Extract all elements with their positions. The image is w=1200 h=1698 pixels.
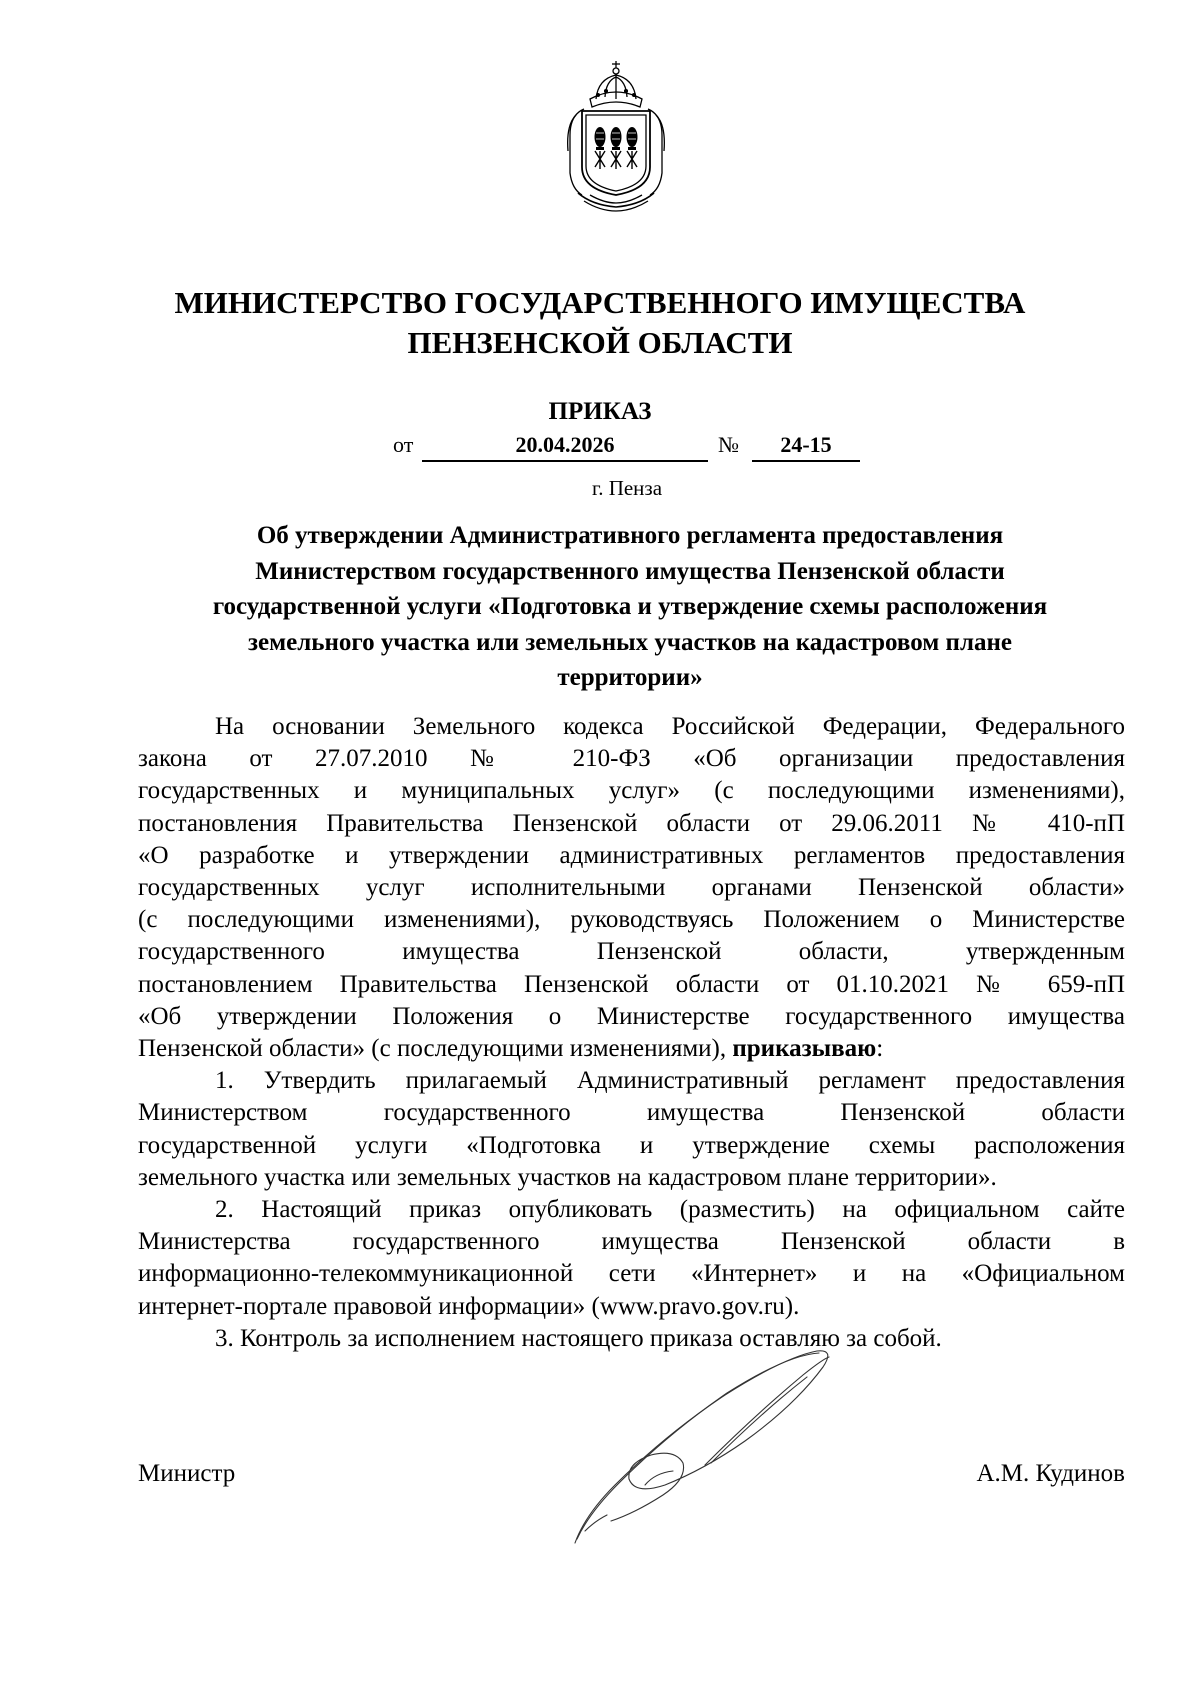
order-word: приказываю xyxy=(732,1035,877,1063)
order-colon: : xyxy=(876,1035,884,1063)
preamble-line: (с последующими изменениями), руководствуясь Положением о Министерстве xyxy=(138,906,1125,934)
signer-title: Министр xyxy=(138,1460,236,1487)
preamble-line: государственных услуг исполнительными органами Пензенской области» xyxy=(138,874,1125,902)
item1-line: 1. Утвердить прилагаемый Административный регламент предоставления xyxy=(215,1067,1125,1095)
preamble-last-line xyxy=(138,1033,1125,1065)
handwritten-signature-icon xyxy=(555,1345,855,1555)
preamble-line: «Об утверждении Положения о Министерстве государственного имущества xyxy=(138,1002,1125,1030)
organization-name-line2: ПЕНЗЕНСКОЙ ОБЛАСТИ xyxy=(407,325,793,360)
preamble-line: постановления Правительства Пензенской области от 29.06.2011 № 410-пП xyxy=(138,809,1125,837)
number-label: № xyxy=(718,432,739,457)
item1-line: земельного участка или земельных участков на кадастровом плане территории». xyxy=(138,1163,997,1191)
preamble-last-text: Пензенской области» (с последующими изменениями), xyxy=(138,1035,733,1063)
penza-oblast-coat-of-arms-icon xyxy=(560,55,672,213)
item2-line: Министерства государственного имущества Пензенской области в xyxy=(138,1228,1125,1256)
document-body xyxy=(138,711,1125,1355)
item2-line: информационно-телекоммуникационной сети «Интернет» и на «Официальном xyxy=(138,1260,1125,1288)
date-from-label: от xyxy=(393,432,414,457)
signer-name: А.М. Кудинов xyxy=(976,1460,1125,1487)
title-line: территории» xyxy=(557,664,703,691)
item2-line: 2. Настоящий приказ опубликовать (разместить) на официальном сайте xyxy=(215,1196,1125,1224)
title-line: Об утверждении Административного регламента предоставления xyxy=(256,522,1004,549)
preamble-line: «О разработке и утверждении административных регламентов предоставления xyxy=(138,841,1125,869)
preamble-line: закона от 27.07.2010 № 210-ФЗ «Об организации предоставления xyxy=(138,745,1125,773)
title-line: государственной услуги «Подготовка и утверждение схемы расположения xyxy=(212,593,1048,620)
document-type: ПРИКАЗ xyxy=(548,398,652,425)
item3-line: 3. Контроль за исполнением настоящего приказа оставляю за собой. xyxy=(215,1324,942,1352)
preamble-line: государственного имущества Пензенской области, утвержденным xyxy=(138,938,1125,966)
item1-line: государственной услуги «Подготовка и утверждение схемы расположения xyxy=(138,1131,1125,1159)
title-line: земельного участка или земельных участков на кадастровом плане xyxy=(248,628,1012,656)
preamble-line: постановлением Правительства Пензенской области от 01.10.2021 № 659-пП xyxy=(138,970,1125,998)
item1-line: Министерством государственного имущества Пензенской области xyxy=(138,1099,1125,1127)
document-date: 20.04.2026 xyxy=(422,430,708,462)
item2-line: интернет-портале правовой информации» (www.pravo.gov.ru). xyxy=(138,1292,800,1320)
preamble-line: государственных и муниципальных услуг» (с последующими изменениями), xyxy=(138,777,1125,805)
document-city: г. Пенза xyxy=(591,476,663,500)
title-line: Министерством государственного имущества Пензенской области xyxy=(255,557,1005,585)
document-number: 24-15 xyxy=(752,430,860,462)
document-title xyxy=(140,518,1120,696)
organization-name-line1: МИНИСТЕРСТВО ГОСУДАРСТВЕННОГО ИМУЩЕСТВА xyxy=(174,285,1026,320)
preamble-line: На основании Земельного кодекса Российской Федерации, Федерального xyxy=(215,713,1125,740)
